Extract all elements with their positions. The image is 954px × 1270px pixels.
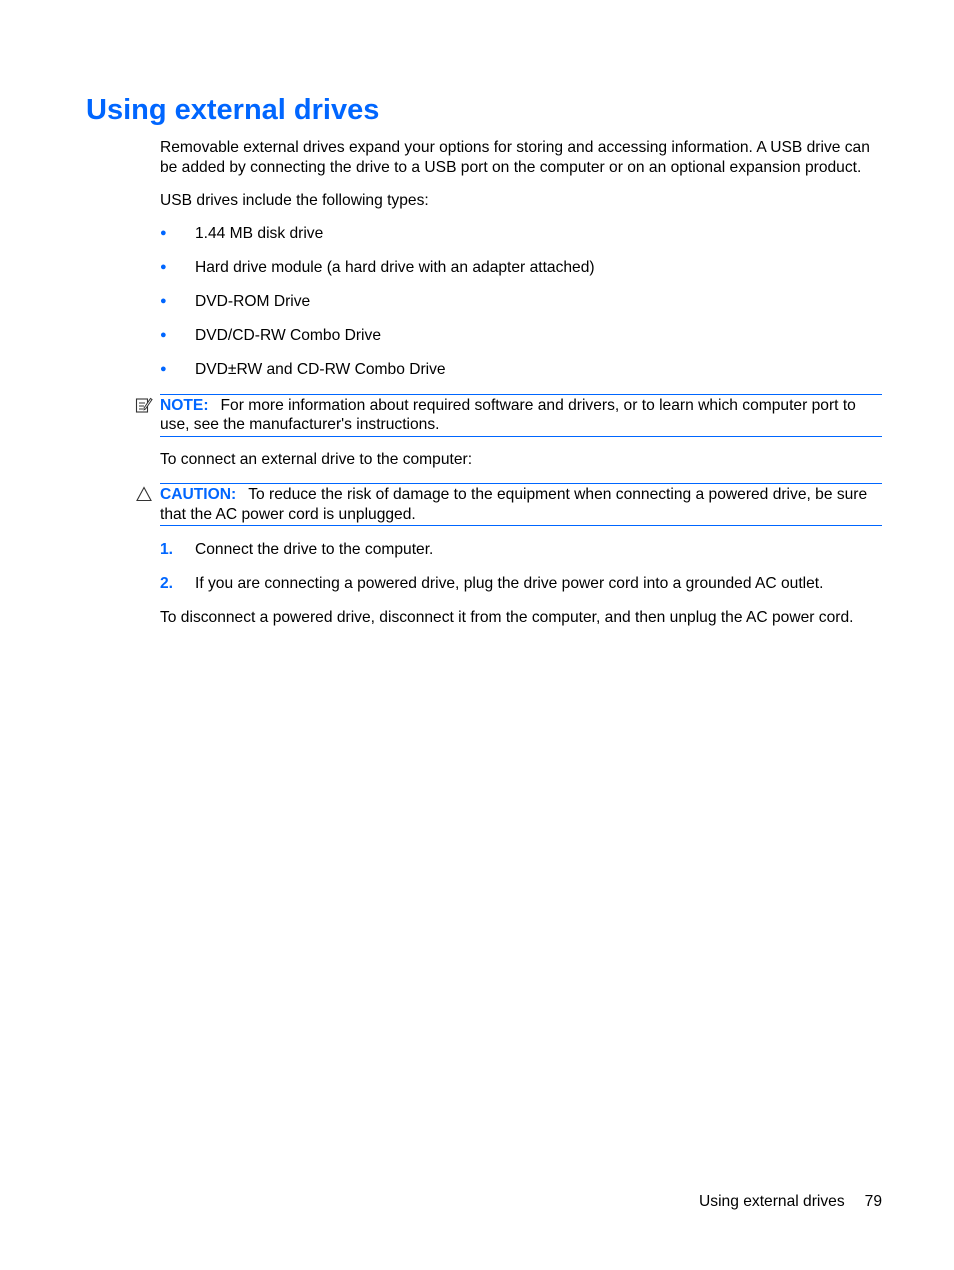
connect-intro: To connect an external drive to the computer: <box>160 451 473 468</box>
step-text: Connect the drive to the computer. <box>195 540 434 558</box>
caution-label: CAUTION: <box>160 486 237 503</box>
list-item-text: DVD-ROM Drive <box>195 292 311 310</box>
list-item <box>160 574 882 594</box>
bullet-icon: ● <box>160 294 167 307</box>
bullet-icon: ● <box>160 260 167 273</box>
step-text: If you are connecting a powered drive, plug the drive power cord into a grounded AC outlet. <box>195 574 824 592</box>
page-footer <box>699 1192 882 1212</box>
list-item-text: Hard drive module (a hard drive with an adapter attached) <box>195 258 595 276</box>
disconnect-paragraph: To disconnect a powered drive, disconnect it from the computer, and then unplug the AC power cord. <box>160 608 854 626</box>
note-box <box>160 394 882 437</box>
note-icon <box>135 396 153 414</box>
steps-list <box>160 540 882 594</box>
caution-text: To reduce the risk of damage to the equipment when connecting a powered drive, be sure that the AC power cord is unplugged. <box>160 486 868 523</box>
page-number: 79 <box>864 1193 882 1210</box>
list-item <box>160 360 882 380</box>
step-number: 1. <box>160 540 174 558</box>
list-item-text: DVD/CD-RW Combo Drive <box>195 326 381 344</box>
footer-section: Using external drives <box>699 1193 845 1210</box>
step-number: 2. <box>160 574 174 592</box>
list-item <box>160 540 882 560</box>
list-item <box>160 292 882 312</box>
bullet-icon: ● <box>160 328 167 341</box>
list-item <box>160 326 882 346</box>
note-text: For more information about required software and drivers, or to learn which computer port to use, see the manufacturer's instructions. <box>160 396 856 433</box>
list-item <box>160 258 882 278</box>
types-intro: USB drives include the following types: <box>160 191 429 209</box>
list-item <box>160 224 882 244</box>
page-title: Using external drives <box>86 94 380 126</box>
caution-box <box>160 483 882 526</box>
intro-paragraph: Removable external drives expand your options for storing and accessing information. A USB drive can be added by connecting the drive to a USB port on the computer or on an optional expansion product. <box>160 139 870 176</box>
page-content <box>160 138 882 641</box>
bullet-icon: ● <box>160 226 167 239</box>
drive-types-list <box>160 224 882 380</box>
list-item-text: 1.44 MB disk drive <box>195 224 324 242</box>
bullet-icon: ● <box>160 362 167 375</box>
note-label: NOTE: <box>160 396 209 414</box>
list-item-text: DVD±RW and CD-RW Combo Drive <box>195 360 446 378</box>
caution-icon <box>135 485 153 503</box>
